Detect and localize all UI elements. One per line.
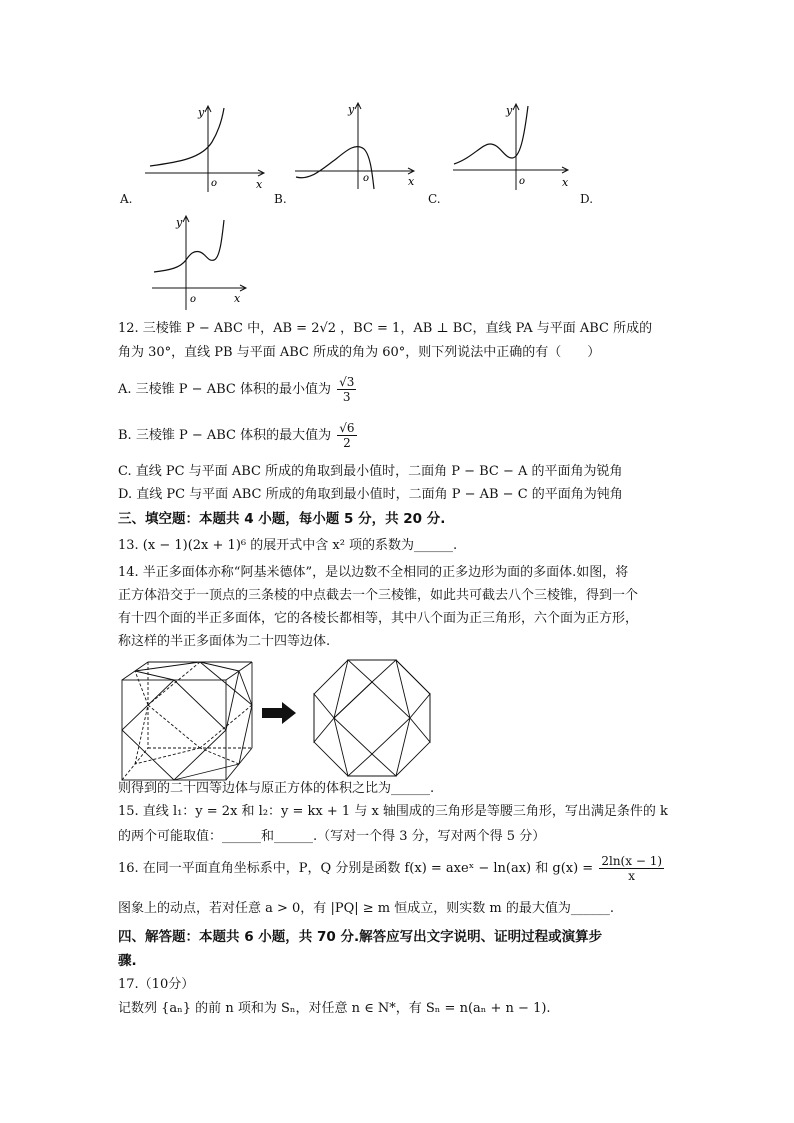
- q12-option-a-text: A. 三棱锥 P − ABC 体积的最小值为: [118, 382, 331, 397]
- q14-after-figure: 则得到的二十四等边体与原正方体的体积之比为______.: [118, 781, 435, 796]
- axis-x-label: x: [256, 178, 263, 191]
- q12-option-b-fraction: [337, 421, 356, 450]
- q12-option-a-fraction: [337, 375, 356, 404]
- fraction-numerator: 2ln(x − 1): [601, 854, 663, 868]
- origin-label: o: [211, 178, 218, 189]
- q14-line1: 14. 半正多面体亦称“阿基米德体”，是以边数不全相同的正多边形为面的多面体.如图，将: [118, 565, 629, 580]
- q16-line2: 图象上的动点，若对任意 a > 0，有 |PQ| ≥ m 恒成立，则实数 m 的最大值为______.: [118, 901, 614, 916]
- q14-line4: 称这样的半正多面体为二十四等边体.: [118, 634, 331, 649]
- q12-option-d: D. 直线 PC 与平面 ABC 所成的角取到最小值时，二面角 P − AB − C 的平面角为钝角: [118, 487, 623, 502]
- axis-y-label: y: [176, 216, 183, 229]
- graph-a: [140, 100, 270, 195]
- graph-d: [150, 212, 250, 312]
- graph-b-label: B.: [274, 192, 287, 206]
- q16-line1: [118, 852, 664, 886]
- fraction-denominator: 2: [343, 436, 351, 450]
- axis-y-label: y: [348, 103, 355, 116]
- origin-label: o: [363, 173, 370, 184]
- q16-fraction: [599, 854, 664, 883]
- axis-x-label: x: [562, 176, 569, 189]
- section-3-heading: 三、填空题：本题共 4 小题，每小题 5 分，共 20 分.: [118, 511, 446, 527]
- axis-y-label: y: [198, 106, 205, 119]
- cuboctahedron-figure: [310, 654, 434, 782]
- q12-line1: 12. 三棱锥 P − ABC 中，AB = 2√2 ，BC = 1，AB ⊥ BC，直线 PA 与平面 ABC 所成的: [118, 321, 653, 336]
- q16-line1-text: 16. 在同一平面直角坐标系中，P，Q 分别是函数 f(x) = axeˣ − ln(ax) 和 g(x) =: [118, 861, 594, 876]
- section-4-heading-line2: 骤.: [118, 953, 137, 969]
- fraction-denominator: x: [628, 869, 636, 883]
- q12-option-b-text: B. 三棱锥 P − ABC 体积的最大值为: [118, 428, 332, 443]
- origin-label: o: [190, 294, 197, 305]
- q15-line2: 的两个可能取值：______和______.（写对一个得 3 分，写对两个得 5 分）: [118, 829, 546, 844]
- axis-x-label: x: [408, 175, 415, 188]
- q14-line3: 有十四个面的半正多面体，它的各棱长都相等，其中八个面为正三角形，六个面为正方形，: [118, 611, 639, 626]
- fraction-numerator: √6: [339, 421, 355, 435]
- section-4-heading-line1: 四、解答题：本题共 6 小题，共 70 分.解答应写出文字说明、证明过程或演算步: [118, 929, 603, 945]
- q17-heading: 17.（10分）: [118, 977, 195, 992]
- graph-c-label: C.: [428, 192, 441, 206]
- q15-line1: 15. 直线 l₁：y = 2x 和 l₂：y = kx + 1 与 x 轴围成的三角形是等腰三角形，写出满足条件的 k: [118, 804, 668, 819]
- axis-x-label: x: [234, 292, 241, 305]
- cube-figure: [118, 658, 258, 784]
- q12-option-b: [118, 418, 357, 454]
- origin-label: o: [519, 176, 526, 187]
- axis-y-label: y: [506, 104, 513, 117]
- arrow-right-icon: [262, 702, 298, 724]
- graph-c: [448, 98, 573, 193]
- q17-text: 记数列 {aₙ} 的前 n 项和为 Sₙ，对任意 n ∈ N*，有 Sₙ = n(aₙ + n − 1).: [118, 1001, 551, 1016]
- q12-option-c: C. 直线 PC 与平面 ABC 所成的角取到最小值时，二面角 P − BC − A 的平面角为锐角: [118, 464, 623, 479]
- q12-line2: 角为 30°，直线 PB 与平面 ABC 所成的角为 60°，则下列说法中正确的有（ ）: [118, 345, 601, 360]
- graph-b: [290, 97, 420, 192]
- fraction-numerator: √3: [339, 375, 355, 389]
- fraction-denominator: 3: [342, 390, 351, 404]
- q14-line2: 正方体沿交于一顶点的三条棱的中点截去一个三棱锥，如此共可截去八个三棱锥，得到一个: [118, 588, 639, 603]
- q12-option-a: [118, 372, 356, 408]
- q13: 13. (x − 1)(2x + 1)⁶ 的展开式中含 x² 项的系数为______.: [118, 538, 458, 553]
- graph-a-label: A.: [120, 192, 133, 206]
- graph-d-label: D.: [580, 192, 594, 206]
